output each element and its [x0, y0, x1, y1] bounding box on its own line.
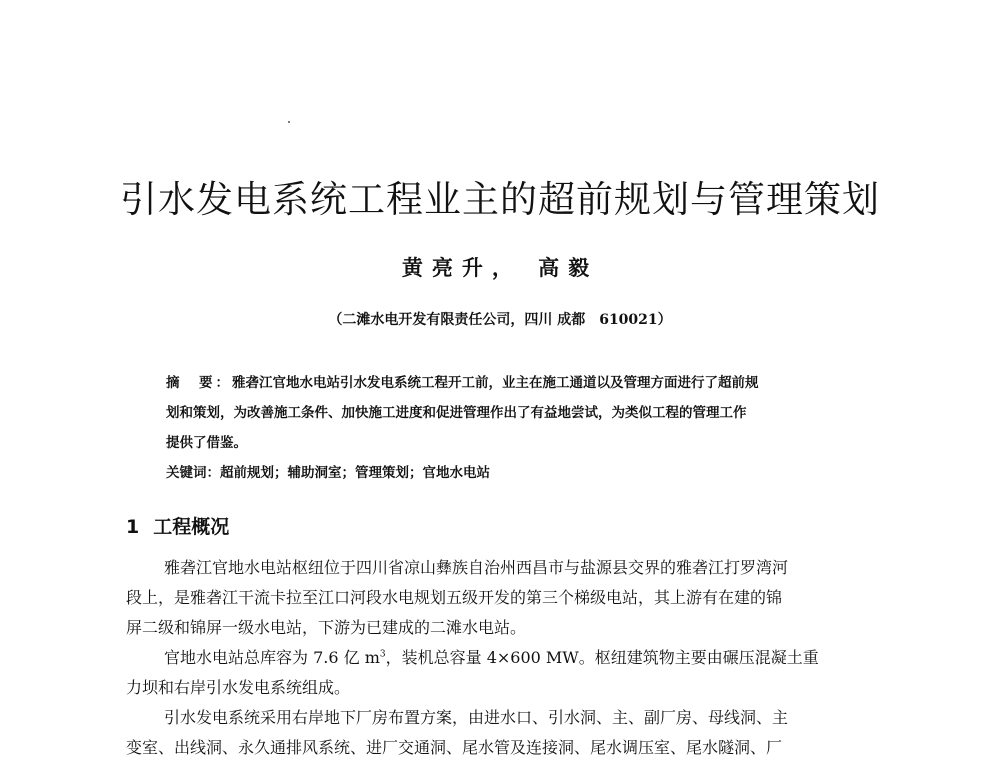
body-line: 屏二级和锦屏一级水电站，下游为已建成的二滩水电站。 — [126, 618, 527, 637]
cubic-superscript: 3 — [379, 649, 386, 660]
keywords-text: 超前规划；辅助洞室；管理策划；官地水电站 — [220, 465, 490, 481]
abstract-text-1: 雅砻江官地水电站引水发电系统工程开工前，业主在施工通道以及管理方面进行了超前规 — [232, 375, 759, 391]
keywords-label: 关键词： — [166, 465, 220, 481]
body-line: 变室、出线洞、永久通排风系统、进厂交通洞、尾水管及连接洞、尾水调压室、尾水隧洞、厂 — [126, 738, 783, 757]
capacity-text-post: ，装机总容量 4×600 MW。枢纽建筑物主要由碾压混凝土重 — [385, 648, 819, 667]
body-line: 段上，是雅砻江干流卡拉至江口河段水电规划五级开发的第三个梯级电站，其上游有在建的锦 — [126, 588, 783, 607]
section-title-text: 工程概况 — [153, 516, 230, 538]
scan-speck — [288, 121, 290, 123]
paper-title: 引水发电系统工程业主的超前规划与管理策划 — [120, 178, 880, 221]
abstract-label: 摘 要： — [166, 375, 232, 391]
capacity-text-pre: 官地水电站总库容为 7.6 亿 m — [164, 648, 380, 667]
paper-authors: 黄亮升， 高毅 — [401, 255, 599, 280]
section-heading — [126, 512, 229, 539]
section-number: 1 — [126, 516, 140, 538]
abstract-line-2: 划和策划，为改善施工条件、加快施工进度和促进管理作出了有益地尝试，为类似工程的管理工作 — [166, 405, 747, 421]
paper-affiliation: （二滩水电开发有限责任公司，四川 成都 610021） — [328, 312, 672, 328]
abstract-line-3: 提供了借鉴。 — [166, 435, 247, 451]
body-line-capacity — [126, 643, 866, 673]
keywords-line — [166, 458, 846, 488]
body-text — [126, 553, 866, 763]
body-line: 力坝和右岸引水发电系统组成。 — [126, 678, 351, 697]
abstract-section — [166, 368, 846, 488]
abstract-line-1 — [166, 368, 846, 398]
body-line: 雅砻江官地水电站枢纽位于四川省凉山彝族自治州西昌市与盐源县交界的雅砻江打罗湾河 — [164, 558, 789, 577]
body-line: 引水发电系统采用右岸地下厂房布置方案，由进水口、引水洞、主、副厂房、母线洞、主 — [164, 708, 789, 727]
